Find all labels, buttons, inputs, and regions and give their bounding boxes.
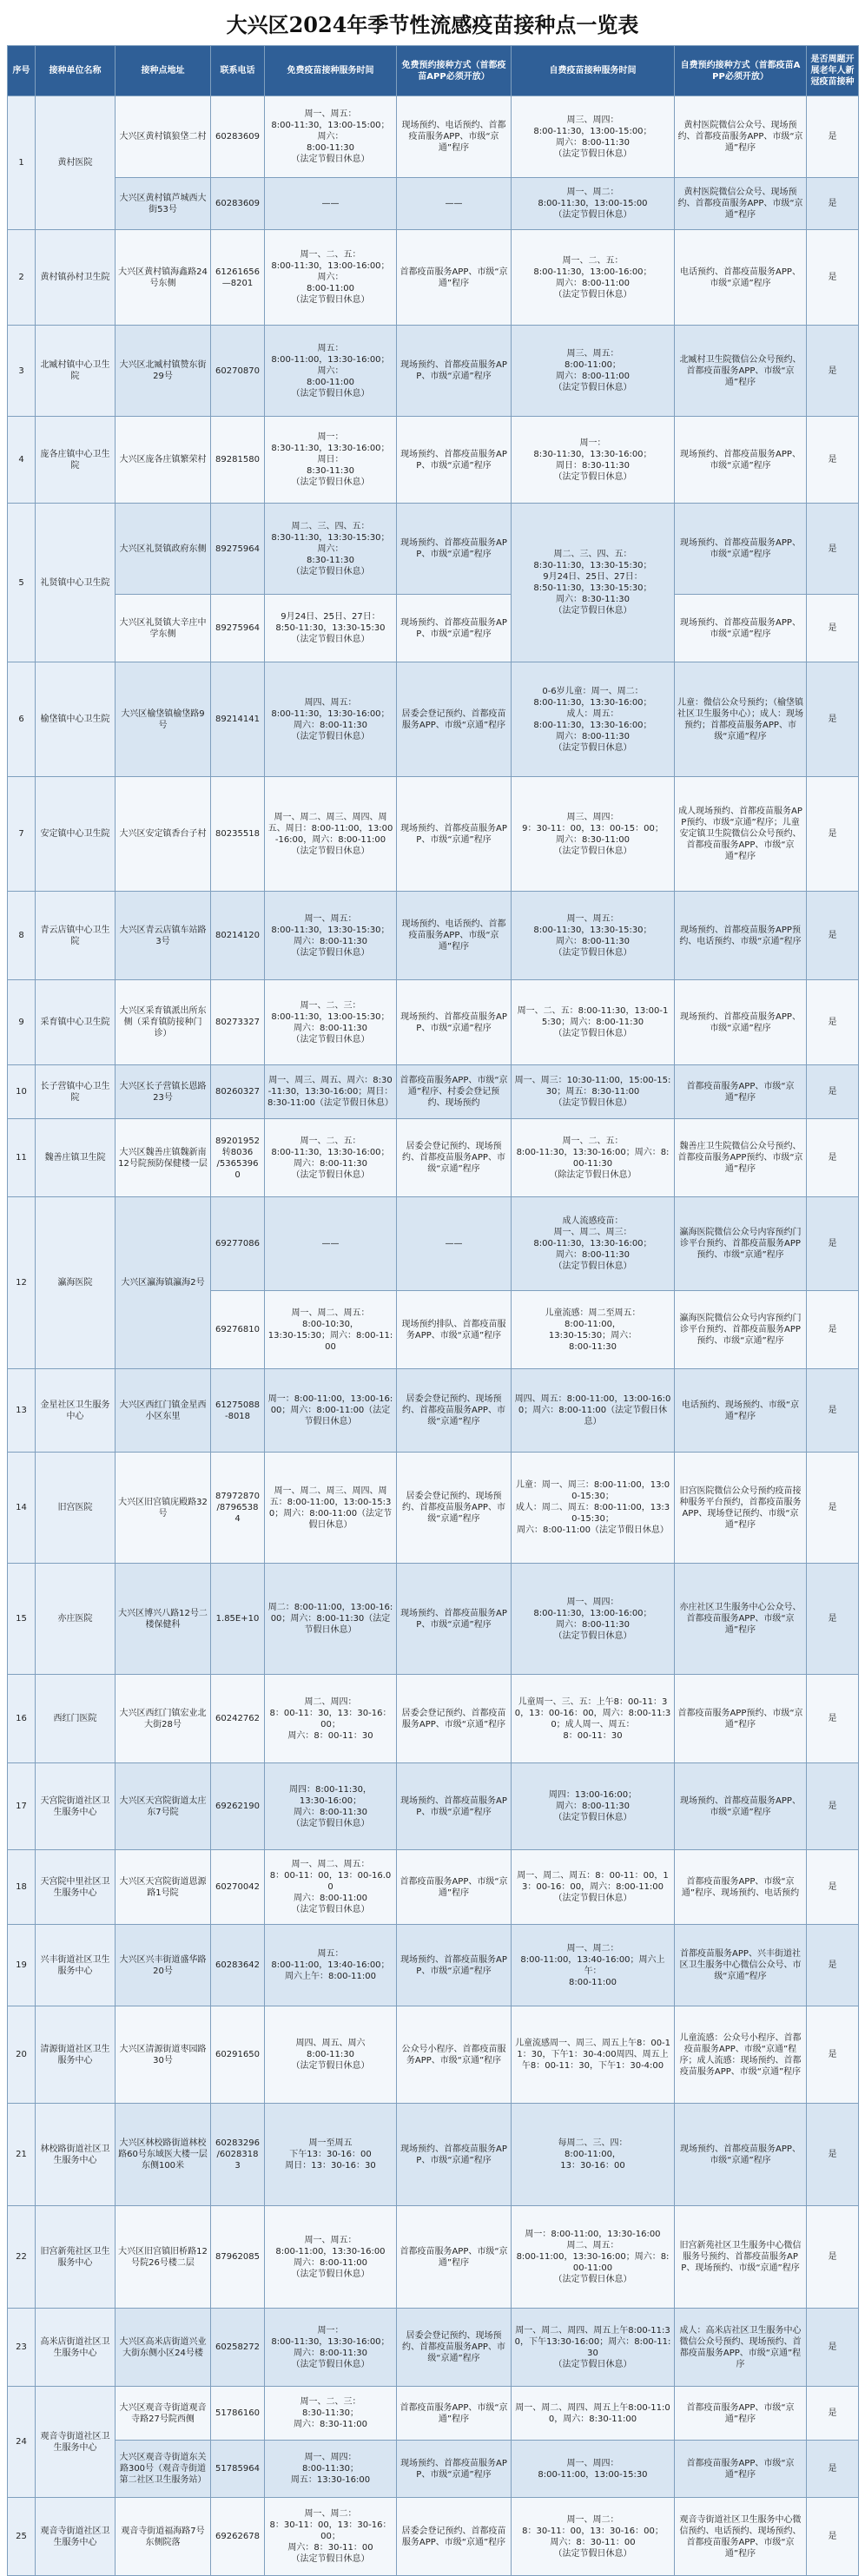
cell-address: 大兴区兴丰街道盛华路20号 (116, 1925, 211, 2006)
cell-paid-booking: 首都疫苗服务APP、市级“京通”程序 (675, 1065, 807, 1119)
table-row (8, 2206, 859, 2309)
table-row (8, 1925, 859, 2006)
cell-paid-time: 儿童周一、三、五：上午8：00-11：30，13：00-16：00，周六：8:00-11:30；成人周一、周五： 8：00-11：30 (512, 1675, 675, 1763)
cell-address: 大兴区魏善庄镇魏新南12号院预防保健楼一层 (116, 1119, 211, 1197)
cell-covid: 是 (807, 1850, 859, 1925)
cell-free-booking: 现场预约、首都疫苗服务APP、市级“京通”程序 (397, 1564, 512, 1675)
cell-free-time: 周一、二、五： 8:00-11:30，13:00-16:00； 周六： 8:00-11:00 （法定节假日休息） (265, 230, 397, 326)
cell-address: 大兴区黄村镇海鑫路24号东侧 (116, 230, 211, 326)
cell-phone: 69262190 (211, 1763, 265, 1850)
cell-phone: 60291650 (211, 2006, 265, 2104)
cell-free-booking: 居委会登记预约、首都疫苗服务APP、市级“京通”程序 (397, 662, 512, 777)
cell-seq: 1 (8, 96, 36, 230)
cell-free-time: 周一、周五： 8:00-11:30，13:00-15:00； 周六： 8:00-11:30 （法定节假日休息） (265, 96, 397, 178)
cell-free-time: 周一、周二： 8：30-11：00，13：30-16：00； 周六：8：30-11：00 （法定节假日休息） (265, 2498, 397, 2576)
cell-free-time: 周一、周五： 8:00-11:30，13:30-15:30；周六：8:00-11:30 （法定节假日休息） (265, 892, 397, 980)
cell-seq: 23 (8, 2309, 36, 2387)
cell-free-time: 9月24日、25日、27日： 8:50-11:30，13:30-15:30 （法定节假日休息） (265, 595, 397, 662)
cell-paid-time: 周一、周四： 8:00-11:30，13:00-16:00； 周六：8:00-11:30 （法定节假日休息） (512, 1564, 675, 1675)
cell-covid: 是 (807, 1925, 859, 2006)
cell-phone: 60283642 (211, 1925, 265, 2006)
cell-paid-booking: 首都疫苗服务APP、市级“京通”程序 (675, 2441, 807, 2498)
header-paid-time: 自费疫苗接种服务时间 (512, 46, 675, 96)
cell-phone: 60270870 (211, 326, 265, 417)
cell-free-time: —— (265, 178, 397, 230)
cell-paid-booking: 观音寺街道社区卫生服务中心微信预约、电话预约、现场预约、首都疫苗服务APP、市级“京通”程序 (675, 2498, 807, 2576)
cell-address: 大兴区博兴八路12号二楼保健科 (116, 1564, 211, 1675)
cell-phone: 51786160 (211, 2387, 265, 2441)
cell-free-booking: 居委会登记预约、首都疫苗服务APP、市级“京通”程序 (397, 1675, 512, 1763)
table-row (8, 1763, 859, 1850)
cell-free-booking: 现场预约、首都疫苗服务APP、市级“京通”程序 (397, 980, 512, 1065)
cell-phone: 69262678 (211, 2498, 265, 2576)
cell-covid: 是 (807, 595, 859, 662)
table-row (8, 1453, 859, 1564)
cell-paid-time: 周四、周五：8:00-11:00，13:00-16:00；周六：8:00-11:00（法定节假日休息） (512, 1369, 675, 1453)
header-paid-booking: 自费预约接种方式（首都疫苗APP必须开放） (675, 46, 807, 96)
cell-covid: 是 (807, 178, 859, 230)
cell-seq: 16 (8, 1675, 36, 1763)
cell-phone: 89275964 (211, 595, 265, 662)
cell-covid: 是 (807, 96, 859, 178)
cell-paid-booking: 现场预约、首都疫苗服务APP、市级“京通”程序 (675, 980, 807, 1065)
cell-seq: 20 (8, 2006, 36, 2104)
cell-free-booking: 现场预约、首都疫苗服务APP、市级“京通”程序 (397, 417, 512, 504)
cell-address: 观音寺街道福海路7号东侧院落 (116, 2498, 211, 2576)
cell-paid-time: 周一、周二、周五：8：00-11：00，13：00-16：00，周六：8:00-11:00 （法定节假日休息） (512, 1850, 675, 1925)
cell-phone: 69276810 (211, 1291, 265, 1369)
cell-free-booking: 居委会登记预约、现场预约、首都疫苗服务APP、市级“京通”程序 (397, 2309, 512, 2387)
cell-address: 大兴区天宫院街道太庄东7号院 (116, 1763, 211, 1850)
cell-paid-booking: 儿童流感：公众号小程序、首都疫苗服务APP、市级“京通”程序；成人流感：现场预约、首都疫苗服务APP、市级“京通”程序 (675, 2006, 807, 2104)
cell-free-time: 周一、周四： 8:00-11:30； 周五：13:30-16:00 (265, 2441, 397, 2498)
cell-free-booking: 现场预约、首都疫苗服务APP、市级“京通”程序 (397, 326, 512, 417)
cell-covid: 是 (807, 2206, 859, 2309)
cell-seq: 2 (8, 230, 36, 326)
cell-address: 大兴区礼贤镇政府东侧 (116, 504, 211, 595)
cell-paid-time: 0-6岁儿童：周一、周二： 8:00-11:30，13:30-16:00； 成人：周五： 8:00-11:30，13:30-16:00； 周六：8:00-11:30 （法定节假日休息） (512, 662, 675, 777)
cell-seq: 12 (8, 1197, 36, 1369)
cell-free-booking: —— (397, 178, 512, 230)
cell-seq: 13 (8, 1369, 36, 1453)
cell-covid: 是 (807, 2104, 859, 2206)
cell-free-booking: 现场预约、首都疫苗服务APP、市级“京通”程序 (397, 777, 512, 892)
cell-seq: 7 (8, 777, 36, 892)
cell-covid: 是 (807, 777, 859, 892)
cell-seq: 10 (8, 1065, 36, 1119)
cell-phone: 60283609 (211, 178, 265, 230)
cell-address: 大兴区黄村镇狼垡二村 (116, 96, 211, 178)
cell-covid: 是 (807, 1291, 859, 1369)
cell-phone: 80235518 (211, 777, 265, 892)
cell-free-time: 周一： 8:00-11:30，13:30-16:00；周六：8:00-11:30 （法定节假日休息） (265, 2309, 397, 2387)
cell-free-time: 周四：8:00-11:30， 13:30-16:00； 周六：8:00-11:30 （法定节假日休息） (265, 1763, 397, 1850)
cell-unit: 西红门医院 (36, 1675, 116, 1763)
cell-free-time: 周一、周三、周五、周六：8:30-11:30，13:30-16:00；周日：8:30-11:00（法定节假日休息） (265, 1065, 397, 1119)
cell-paid-booking: 现场预约、首都疫苗服务APP、市级“京通”程序 (675, 504, 807, 595)
cell-unit: 安定镇中心卫生院 (36, 777, 116, 892)
cell-free-booking: 居委会登记预约、首都疫苗服务APP、市级“京通”程序 (397, 2498, 512, 2576)
table-row (8, 2006, 859, 2104)
table-row (8, 1564, 859, 1675)
cell-free-booking: 首都疫苗服务APP、市级“京通”程序 (397, 1850, 512, 1925)
cell-paid-time: 周一、周三：10:30-11:00，15:00-15:30；周五：8:30-11:00 （法定节假日休息） (512, 1065, 675, 1119)
cell-free-booking: —— (397, 1197, 512, 1291)
cell-paid-booking: 现场预约、首都疫苗服务APP预约、电话预约、市级“京通”程序 (675, 892, 807, 980)
table-row (8, 2387, 859, 2441)
cell-seq: 9 (8, 980, 36, 1065)
cell-paid-time: 儿童流感周一、周三、周五上午8：00-11：30，下午1：30-4:00周四、周五上午8：00-11：30，下午1：30-4:00 (512, 2006, 675, 2104)
cell-free-booking: 公众号小程序、首都疫苗服务APP、市级“京通”程序 (397, 2006, 512, 2104)
cell-covid: 是 (807, 2309, 859, 2387)
cell-phone: 80273327 (211, 980, 265, 1065)
cell-covid: 是 (807, 1369, 859, 1453)
cell-paid-time: 周一、周二： 8：30-11：00，13：30-16：00； 周六：8：30-11：00 （法定节假日休息） (512, 2498, 675, 2576)
cell-seq: 8 (8, 892, 36, 980)
cell-free-booking: 现场预约、电话预约、首都疫苗服务APP、市级“京通”程序 (397, 892, 512, 980)
cell-paid-booking: 北臧村卫生院微信公众号预约、首都疫苗服务APP、市级“京通”程序 (675, 326, 807, 417)
cell-phone: 80214120 (211, 892, 265, 980)
cell-paid-time: 周三、周四： 8:00-11:30，13:00-15:00； 周六：8:00-11:30 （法定节假日休息） (512, 96, 675, 178)
cell-seq: 5 (8, 504, 36, 662)
cell-phone: 60242762 (211, 1675, 265, 1763)
cell-free-time: 周四、周五、周六 8:00-11:30 （法定节假日休息） (265, 2006, 397, 2104)
cell-phone: 60270042 (211, 1850, 265, 1925)
cell-phone: 61275088 -8018 (211, 1369, 265, 1453)
table-row (8, 2104, 859, 2206)
cell-paid-booking: 瀛海医院微信公众号内容预约门诊平台预约、首都疫苗服务APP预约、市级“京通”程序 (675, 1197, 807, 1291)
cell-paid-time: 周一：8:00-11:00，13:30-16:00 周二、周五： 8:00-11:00，13:30-16:00；周六：8:00-11:00 （法定节假日休息） (512, 2206, 675, 2309)
cell-address: 大兴区观音寺街道东关路300号（观音寺街道第二社区卫生服务站） (116, 2441, 211, 2498)
cell-paid-time: 成人流感疫苗： 周一、周二、周三： 8:00-11:30，13:30-16:00； 周六：8:00-11:30 （法定节假日休息） (512, 1197, 675, 1291)
cell-address: 大兴区观音寺街道观音寺路27号院西侧 (116, 2387, 211, 2441)
cell-unit: 旧宫医院 (36, 1453, 116, 1564)
cell-unit: 礼贤镇中心卫生院 (36, 504, 116, 662)
cell-phone: 61261656 —8201 (211, 230, 265, 326)
header-covid: 是否周题开展老年人新冠疫苗接种 (807, 46, 859, 96)
cell-seq: 18 (8, 1850, 36, 1925)
cell-paid-time: 周一、周二： 8:00-11:30，13:00-15:00 （法定节假日休息） (512, 178, 675, 230)
cell-phone: 51785964 (211, 2441, 265, 2498)
cell-paid-time: 周一、周二、周四、周五上午8:00-11:00，周六：8:30-11:00 (512, 2387, 675, 2441)
cell-paid-booking: 电话预约、首都疫苗服务APP、市级“京通”程序 (675, 230, 807, 326)
table-row (8, 1197, 859, 1291)
cell-phone: 60258272 (211, 2309, 265, 2387)
cell-free-time: 周五： 8:00-11:00，13:30-16:00； 周六： 8:00-11:00 （法定节假日休息） (265, 326, 397, 417)
cell-covid: 是 (807, 2387, 859, 2441)
cell-address: 大兴区庞各庄镇繁荣村 (116, 417, 211, 504)
cell-address: 大兴区旧宫镇旧桥路12号院26号楼二层 (116, 2206, 211, 2309)
cell-covid: 是 (807, 1763, 859, 1850)
cell-seq: 6 (8, 662, 36, 777)
cell-free-time: 周一：8:00-11:00，13:00-16:00；周六：8:00-11:00（法定节假日休息） (265, 1369, 397, 1453)
cell-free-time: 周一、二、三： 8:00-11:30，13:00-15:30； 周六：8:00-11:30 （法定节假日休息） (265, 980, 397, 1065)
cell-covid: 是 (807, 230, 859, 326)
cell-free-time: 周一： 8:30-11:30，13:30-16:00； 周日： 8:30-11:30 （法定节假日休息） (265, 417, 397, 504)
header-unit: 接种单位名称 (36, 46, 116, 96)
cell-seq: 4 (8, 417, 36, 504)
cell-paid-booking: 成人：高米店社区卫生服务中心微信公众号预约、现场预约、首都疫苗服务APP、市级“京通”程序 (675, 2309, 807, 2387)
cell-paid-time: 周三、周四： 9：30-11：00，13：00-15：00； 周六：8:30-11:00 （法定节假日休息） (512, 777, 675, 892)
cell-paid-booking: 成人现场预约、首都疫苗服务APP预约、市级“京通”程序；儿童安定镇卫生院微信公众号预约、首都疫苗服务APP、市级“京通”程序 (675, 777, 807, 892)
cell-unit: 亦庄医院 (36, 1564, 116, 1675)
cell-address: 大兴区清源街道枣园路30号 (116, 2006, 211, 2104)
cell-covid: 是 (807, 1119, 859, 1197)
cell-free-time: 周一、周二、周三、周四、周五：8:00-11:00，13:00-15:30；周六：8:00-11:00（法定节假日休息） (265, 1453, 397, 1564)
cell-unit: 采育镇中心卫生院 (36, 980, 116, 1065)
document-title: 大兴区2024年季节性流感疫苗接种点一览表 (226, 12, 639, 37)
cell-free-time: 周五： 8:00-11:00，13:40-16:00； 周六上午：8:00-11:00 (265, 1925, 397, 2006)
cell-paid-time: 周一、周二、周四、周五上午8:00-11:30，下午13:30-16:00；周六：8:00-11:30 （法定节假日休息） (512, 2309, 675, 2387)
cell-unit: 观音寺街道社区卫生服务中心 (36, 2387, 116, 2498)
cell-covid: 是 (807, 892, 859, 980)
table-row (8, 1850, 859, 1925)
cell-free-booking: 居委会登记预约、现场预约、首都疫苗服务APP、市级“京通”程序 (397, 1453, 512, 1564)
cell-covid: 是 (807, 504, 859, 595)
cell-address: 大兴区西红门镇宏业北大街28号 (116, 1675, 211, 1763)
table-row (8, 892, 859, 980)
cell-seq: 25 (8, 2498, 36, 2576)
cell-seq: 22 (8, 2206, 36, 2309)
cell-paid-booking: 旧宫新苑社区卫生服务中心微信服务号预约、首都疫苗服务APP、现场预约、市级“京通”程序 (675, 2206, 807, 2309)
cell-unit: 金星社区卫生服务中心 (36, 1369, 116, 1453)
cell-paid-booking: 首都疫苗服务APP、市级“京通”程序 (675, 2387, 807, 2441)
cell-unit: 榆垡镇中心卫生院 (36, 662, 116, 777)
cell-covid: 是 (807, 1197, 859, 1291)
cell-free-time: 周一、周二、周五： 8：00-11：00，13：00-16.00 周六：8:00-11:00 （法定节假日休息） (265, 1850, 397, 1925)
table-row (8, 504, 859, 595)
cell-covid: 是 (807, 417, 859, 504)
cell-free-time: 周一、周五： 8:00-11:00，13:30-16:00 周六：8:00-11:00 （法定节假日休息） (265, 2206, 397, 2309)
vaccination-sites-table (7, 45, 859, 2576)
cell-paid-time: 周一、周四： 8:00-11:00，13:00-15:30 (512, 2441, 675, 2498)
cell-unit: 天宫院中里社区卫生服务中心 (36, 1850, 116, 1925)
header-free-time: 免费疫苗接种服务时间 (265, 46, 397, 96)
cell-address: 大兴区安定镇香台子村 (116, 777, 211, 892)
cell-free-time: 周一、周二、周五： 8:00-10:30， 13:30-15:30；周六：8:00-11:00 (265, 1291, 397, 1369)
cell-unit: 黄村镇孙村卫生院 (36, 230, 116, 326)
table-row (8, 178, 859, 230)
cell-paid-time: 周一、二、五： 8:00-11:30，13:00-16:00； 周六：8:00-11:00 （法定节假日休息） (512, 230, 675, 326)
cell-paid-booking: 首都疫苗服务APP、市级“京通”程序、现场预约、电话预约 (675, 1850, 807, 1925)
cell-paid-booking: 现场预约、首都疫苗服务APP、市级“京通”程序 (675, 417, 807, 504)
cell-free-booking: 现场预约、首都疫苗服务APP、市级“京通”程序 (397, 2104, 512, 2206)
cell-free-booking: 现场预约、首都疫苗服务APP、市级“京通”程序 (397, 504, 512, 595)
cell-address: 大兴区青云店镇车站路3号 (116, 892, 211, 980)
cell-seq: 11 (8, 1119, 36, 1197)
cell-covid: 是 (807, 2006, 859, 2104)
cell-paid-time: 每周二、三、四： 8:00-11:00， 13：30-16：00 (512, 2104, 675, 2206)
cell-paid-time: 周一、周五： 8:00-11:30，13:30-15:30； 周六：8:00-11:30 （法定节假日休息） (512, 892, 675, 980)
cell-free-time: 周一至周五 下午13：30-16：00 周日：13：30-16：30 (265, 2104, 397, 2206)
cell-free-booking: 现场预约排队、首都疫苗服务APP、市级“京通”程序 (397, 1291, 512, 1369)
table-row (8, 1119, 859, 1197)
cell-free-booking: 首都疫苗服务APP、市级“京通”程序 (397, 2206, 512, 2309)
cell-free-time: 周四、周五： 8:00-11:30，13:30-16:00； 周六：8:00-11:30 （法定节假日休息） (265, 662, 397, 777)
cell-paid-time: 周一、二、五： 8:00-11:30，13:30-16:00；周六：8:00-11:30 （除法定节假日休息） (512, 1119, 675, 1197)
cell-unit: 天宫院街道社区卫生服务中心 (36, 1763, 116, 1850)
cell-phone: 60283609 (211, 96, 265, 178)
header-seq: 序号 (8, 46, 36, 96)
cell-paid-booking: 首都疫苗服务APP预约、市级“京通”程序 (675, 1675, 807, 1763)
table-row (8, 2441, 859, 2498)
cell-unit: 兴丰街道社区卫生服务中心 (36, 1925, 116, 2006)
cell-phone: 89275964 (211, 504, 265, 595)
cell-covid: 是 (807, 1065, 859, 1119)
cell-paid-time: 周一、周二： 8:00-11:00，13:40-16:00；周六上午： 8:00-11:00 (512, 1925, 675, 2006)
cell-paid-time: 周四：13:00-16:00； 周六：8:00-11:30 （法定节假日休息） (512, 1763, 675, 1850)
cell-paid-booking: 现场预约、首都疫苗服务APP、市级“京通”程序 (675, 2104, 807, 2206)
cell-covid: 是 (807, 326, 859, 417)
cell-phone: 89201952 转8036 /5365396 0 (211, 1119, 265, 1197)
cell-paid-time: 周二、三、四、五： 8:30-11:30，13:30-15:30； 9月24日、25日、27日： 8:50-11:30，13:30-15:30； 周六：8:30-11:30 （法定节假日休息） (512, 504, 675, 662)
cell-free-time: 周一、周二、周三、周四、周五、周日：8:00-11:00，13:00-16:00，周六：8:00-11:00（法定节假日休息） (265, 777, 397, 892)
table-row (8, 980, 859, 1065)
cell-address: 大兴区榆垡镇榆垡路9号 (116, 662, 211, 777)
cell-phone: 69277086 (211, 1197, 265, 1291)
cell-seq: 3 (8, 326, 36, 417)
cell-paid-time: 周三、周五： 8:00-11:00； 周六：8:00-11:00 （法定节假日休息） (512, 326, 675, 417)
cell-unit: 林校路街道社区卫生服务中心 (36, 2104, 116, 2206)
table-row (8, 1369, 859, 1453)
cell-covid: 是 (807, 1564, 859, 1675)
cell-paid-booking: 亦庄社区卫生服务中心公众号、首都疫苗服务APP、市级“京通”程序 (675, 1564, 807, 1675)
cell-paid-time: 周一： 8:30-11:30，13:30-16:00； 周日：8:30-11:30 （法定节假日休息） (512, 417, 675, 504)
cell-free-booking: 首都疫苗服务APP、市级“京通”程序、村委会登记预约、现场预约 (397, 1065, 512, 1119)
cell-free-booking: 现场预约、电话预约、首都疫苗服务APP、市级“京通”程序 (397, 96, 512, 178)
table-row (8, 777, 859, 892)
table-row (8, 96, 859, 178)
cell-free-time: 周二、三、四、五： 8:30-11:30，13:30-15:30； 周六： 8:30-11:30 （法定节假日休息） (265, 504, 397, 595)
cell-address: 大兴区采育镇派出所东侧（采育镇防接种门诊） (116, 980, 211, 1065)
cell-address: 大兴区西红门镇金星西小区东里 (116, 1369, 211, 1453)
table-row (8, 1675, 859, 1763)
cell-covid: 是 (807, 2498, 859, 2576)
cell-address: 大兴区礼贤镇大辛庄中学东侧 (116, 595, 211, 662)
cell-free-time: 周二、周四： 8：00-11：30，13：30-16：00； 周六：8：00-11：30 (265, 1675, 397, 1763)
cell-unit: 庞各庄镇中心卫生院 (36, 417, 116, 504)
cell-address: 大兴区北臧村镇赞东街29号 (116, 326, 211, 417)
cell-free-booking: 现场预约、首都疫苗服务APP、市级“京通”程序 (397, 1763, 512, 1850)
table-row (8, 595, 859, 662)
cell-unit: 清源街道社区卫生服务中心 (36, 2006, 116, 2104)
cell-free-time: 周一、二、五： 8:00-11:30，13:30-16:00； 周六：8:00-11:30 （法定节假日休息） (265, 1119, 397, 1197)
cell-phone: 60283296 /6028318 3 (211, 2104, 265, 2206)
cell-free-booking: 首都疫苗服务APP、市级“京通”程序 (397, 2387, 512, 2441)
cell-phone: 87972870 /8796538 4 (211, 1453, 265, 1564)
cell-free-time: 周一、二、三： 8:30-11:30； 周六：8:30-11:00 (265, 2387, 397, 2441)
cell-address: 大兴区高米店街道兴业大街东侧小区24号楼 (116, 2309, 211, 2387)
cell-paid-booking: 黄村医院微信公众号、现场预约、首都疫苗服务APP、市级“京通”程序 (675, 96, 807, 178)
cell-paid-booking: 现场预约、首都疫苗服务APP、市级“京通”程序 (675, 1763, 807, 1850)
cell-free-time: —— (265, 1197, 397, 1291)
cell-unit: 魏善庄镇卫生院 (36, 1119, 116, 1197)
header-address: 接种点地址 (116, 46, 211, 96)
cell-free-time: 周二：8:00-11:00，13:00-16:00；周六：8:00-11:30（法定节假日休息） (265, 1564, 397, 1675)
cell-address: 大兴区旧宫镇庑殿路32号 (116, 1453, 211, 1564)
cell-phone: 89281580 (211, 417, 265, 504)
cell-paid-booking: 魏善庄卫生院微信公众号预约、首都疫苗服务APP预约、市级“京通”程序 (675, 1119, 807, 1197)
cell-address: 大兴区黄村镇芦城西大街53号 (116, 178, 211, 230)
cell-phone: 87962085 (211, 2206, 265, 2309)
cell-paid-booking: 旧宫医院微信公众号预约疫苗接种服务平台预约，首都疫苗服务APP、现场登记预约、市级“京通”程序 (675, 1453, 807, 1564)
cell-free-booking: 居委会登记预约、现场预约、首都疫苗服务APP、市级“京通”程序 (397, 1369, 512, 1453)
cell-free-booking: 现场预约、首都疫苗服务APP、市级“京通”程序 (397, 2441, 512, 2498)
cell-unit: 北臧村镇中心卫生院 (36, 326, 116, 417)
cell-seq: 14 (8, 1453, 36, 1564)
cell-unit: 观音寺街道社区卫生服务中心 (36, 2498, 116, 2576)
header-free-booking: 免费预约接种方式（首都疫苗APP必须开放） (397, 46, 512, 96)
table-row (8, 1065, 859, 1119)
cell-covid: 是 (807, 980, 859, 1065)
cell-phone: 80260327 (211, 1065, 265, 1119)
cell-address: 大兴区瀛海镇瀛海2号 (116, 1197, 211, 1369)
table-row (8, 2309, 859, 2387)
table-row (8, 230, 859, 326)
cell-paid-booking: 儿童：微信公众号预约；（榆垡镇社区卫生服务中心）；成人：现场预约；首都疫苗服务APP、市级“京通”程序 (675, 662, 807, 777)
table-row (8, 2498, 859, 2576)
cell-paid-time: 儿童：周一、周三：8:00-11:00，13:00-15:30； 成人：周二、周五：8:00-11:00，13:30-15:30； 周六：8:00-11:00（法定节假日休息） (512, 1453, 675, 1564)
cell-free-booking: 首都疫苗服务APP、市级“京通”程序 (397, 230, 512, 326)
cell-address: 大兴区林校路街道林校路60号东域医大楼一层东侧100米 (116, 2104, 211, 2206)
cell-unit: 高米店街道社区卫生服务中心 (36, 2309, 116, 2387)
cell-paid-time: 周一、二、五：8:00-11:30，13:00-15:30；周六：8:00-11:30 （法定节假日休息） (512, 980, 675, 1065)
cell-address: 大兴区天宫院街道恩源路1号院 (116, 1850, 211, 1925)
cell-covid: 是 (807, 662, 859, 777)
cell-covid: 是 (807, 1453, 859, 1564)
cell-phone: 89214141 (211, 662, 265, 777)
cell-paid-time: 儿童流感：周二至周五： 8:00-11:00， 13:30-15:30；周六： 8:00-11:30 (512, 1291, 675, 1369)
cell-unit: 黄村医院 (36, 96, 116, 230)
cell-address: 大兴区长子营镇长恩路23号 (116, 1065, 211, 1119)
table-body (8, 96, 859, 2576)
table-header-row (8, 46, 859, 96)
cell-seq: 15 (8, 1564, 36, 1675)
cell-paid-booking: 首都疫苗服务APP、兴丰街道社区卫生服务中心微信公众号、市级“京通”程序 (675, 1925, 807, 2006)
cell-seq: 21 (8, 2104, 36, 2206)
cell-seq: 17 (8, 1763, 36, 1850)
cell-covid: 是 (807, 1675, 859, 1763)
cell-paid-booking: 黄村医院微信公众号、现场预约、首都疫苗服务APP、市级“京通”程序 (675, 178, 807, 230)
cell-unit: 长子营镇中心卫生院 (36, 1065, 116, 1119)
cell-free-booking: 现场预约、首都疫苗服务APP、市级“京通”程序 (397, 1925, 512, 2006)
table-row (8, 326, 859, 417)
header-phone: 联系电话 (211, 46, 265, 96)
cell-unit: 旧宫新苑社区卫生服务中心 (36, 2206, 116, 2309)
cell-phone: 1.85E+10 (211, 1564, 265, 1675)
table-row (8, 662, 859, 777)
cell-free-booking: 现场预约、首都疫苗服务APP、市级“京通”程序 (397, 595, 512, 662)
cell-unit: 青云店镇中心卫生院 (36, 892, 116, 980)
cell-free-booking: 居委会登记预约、现场预约、首都疫苗服务APP、市级“京通”程序 (397, 1119, 512, 1197)
cell-seq: 24 (8, 2387, 36, 2498)
cell-paid-booking: 瀛海医院微信公众号内容预约门诊平台预约、首都疫苗服务APP预约、市级“京通”程序 (675, 1291, 807, 1369)
cell-seq: 19 (8, 1925, 36, 2006)
table-row (8, 417, 859, 504)
cell-unit: 瀛海医院 (36, 1197, 116, 1369)
cell-paid-booking: 现场预约、首都疫苗服务APP、市级“京通”程序 (675, 595, 807, 662)
cell-covid: 是 (807, 2441, 859, 2498)
cell-paid-booking: 电话预约、现场预约、市级“京通”程序 (675, 1369, 807, 1453)
